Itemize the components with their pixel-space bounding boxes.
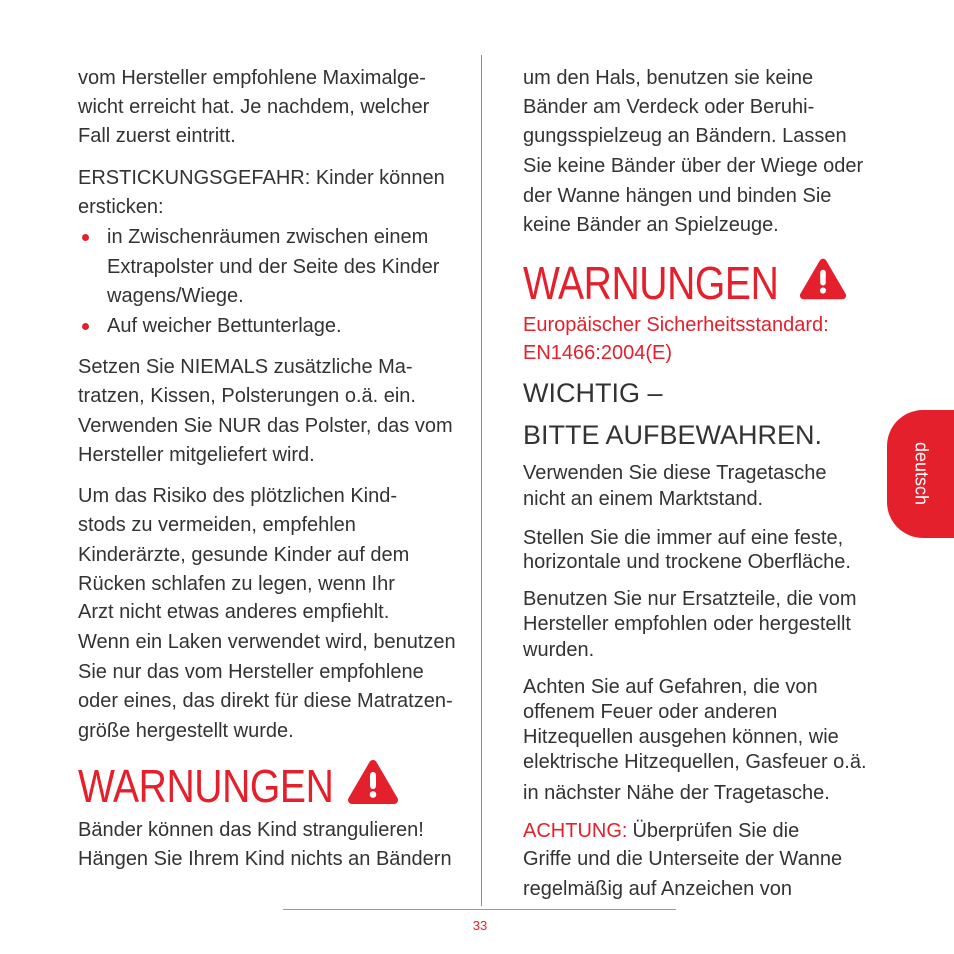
instruction-line: horizontale und trockene Oberfläche. <box>523 551 851 573</box>
caution-line: regelmäßig auf Anzeichen von <box>523 878 793 900</box>
text-line: vom Hersteller empfohlene Maximalge- <box>78 67 426 89</box>
text-line: keine Bänder an Spielzeuge. <box>523 214 779 236</box>
instruction-line: in nächster Nähe der Tragetasche. <box>523 782 830 804</box>
instruction-line: Stellen Sie die immer auf eine feste, <box>523 527 844 549</box>
caution-text: Überprüfen Sie die <box>632 820 800 842</box>
language-tab <box>887 410 954 538</box>
text-line: Fall zuerst eintritt. <box>78 125 236 147</box>
sleep-position-line: Sie nur das vom Hersteller empfohlene <box>78 661 424 683</box>
strangulation-warning-line: Bänder können das Kind strangulieren! <box>78 819 424 841</box>
instruction-line: Verwenden Sie diese Tragetasche <box>523 462 827 484</box>
bullet-item-line: wagens/Wiege. <box>107 285 244 307</box>
sleep-position-line: Rücken schlafen zu legen, wenn Ihr <box>78 573 395 595</box>
instruction-line: nicht an einem Marktstand. <box>523 488 764 510</box>
instruction-line: wurden. <box>523 639 595 661</box>
footer-rule <box>283 909 676 910</box>
bullet-item-line: Auf weicher Bettunterlage. <box>107 315 342 337</box>
sleep-position-line: Kinderärzte, gesunde Kinder auf dem <box>78 544 410 566</box>
text-line: der Wanne hängen und binden Sie <box>523 185 832 207</box>
text-line: gungsspielzeug an Bändern. Lassen <box>523 125 847 147</box>
caution-line <box>523 819 799 843</box>
sleep-position-line: stods zu vermeiden, empfehlen <box>78 514 356 536</box>
bullet-item-line: Extrapolster und der Seite des Kinder <box>107 256 440 278</box>
important-heading: WICHTIG – <box>523 378 663 408</box>
safety-standard-label: Europäischer Sicherheitsstandard: <box>523 314 829 336</box>
strangulation-warning-line: Hängen Sie Ihrem Kind nichts an Bändern <box>78 848 452 870</box>
instruction-line: offenem Feuer oder anderen <box>523 701 778 723</box>
warning-triangle-icon <box>347 759 399 805</box>
mattress-warning-line: Setzen Sie NIEMALS zusätzliche Ma- <box>78 356 413 378</box>
keep-for-reference-heading: BITTE AUFBEWAHREN. <box>523 420 823 450</box>
bullet-dot <box>82 323 89 330</box>
text-line: Sie keine Bänder über der Wiege oder <box>523 155 864 177</box>
suffocation-warning-line: ERSTICKUNGSGEFAHR: Kinder können <box>78 167 445 189</box>
sleep-position-line: Arzt nicht etwas anderes empfiehlt. <box>78 601 390 623</box>
suffocation-warning-line: ersticken: <box>78 196 164 218</box>
bullet-item-line: in Zwischenräumen zwischen einem <box>107 226 429 248</box>
instruction-line: Hersteller empfohlen oder hergestellt <box>523 613 851 635</box>
safety-standard-code: EN1466:2004(E) <box>523 342 672 364</box>
instruction-line: Achten Sie auf Gefahren, die von <box>523 676 818 698</box>
bullet-dot <box>82 234 89 241</box>
page-number: 33 <box>472 918 488 933</box>
text-line: Bänder am Verdeck oder Beruhi- <box>523 96 815 118</box>
language-tab-label: deutsch <box>911 442 932 506</box>
mattress-warning-line: Hersteller mitgeliefert wird. <box>78 444 315 466</box>
sleep-position-line: oder eines, das direkt für diese Matratzen- <box>78 690 453 712</box>
caution-line: Griffe und die Unterseite der Wanne <box>523 848 843 870</box>
mattress-warning-line: tratzen, Kissen, Polsterungen o.ä. ein. <box>78 385 416 407</box>
warnings-heading: WARNUNGEN <box>78 760 334 812</box>
sleep-position-line: Um das Risiko des plötzlichen Kind- <box>78 485 398 507</box>
instruction-line: elektrische Hitzequellen, Gasfeuer o.ä. <box>523 751 867 773</box>
mattress-warning-line: Verwenden Sie NUR das Polster, das vom <box>78 415 453 437</box>
warnings-heading: WARNUNGEN <box>523 257 779 309</box>
text-line: wicht erreicht hat. Je nachdem, welcher <box>78 96 430 118</box>
sleep-position-line: größe hergestellt wurde. <box>78 720 294 742</box>
text-line: um den Hals, benutzen sie keine <box>523 67 814 89</box>
column-divider <box>481 55 482 906</box>
instruction-line: Hitzequellen ausgehen können, wie <box>523 726 839 748</box>
instruction-line: Benutzen Sie nur Ersatzteile, die vom <box>523 588 857 610</box>
warning-triangle-icon <box>799 256 847 302</box>
sleep-position-line: Wenn ein Laken verwendet wird, benutzen <box>78 631 456 653</box>
caution-label: ACHTUNG: <box>523 820 628 842</box>
